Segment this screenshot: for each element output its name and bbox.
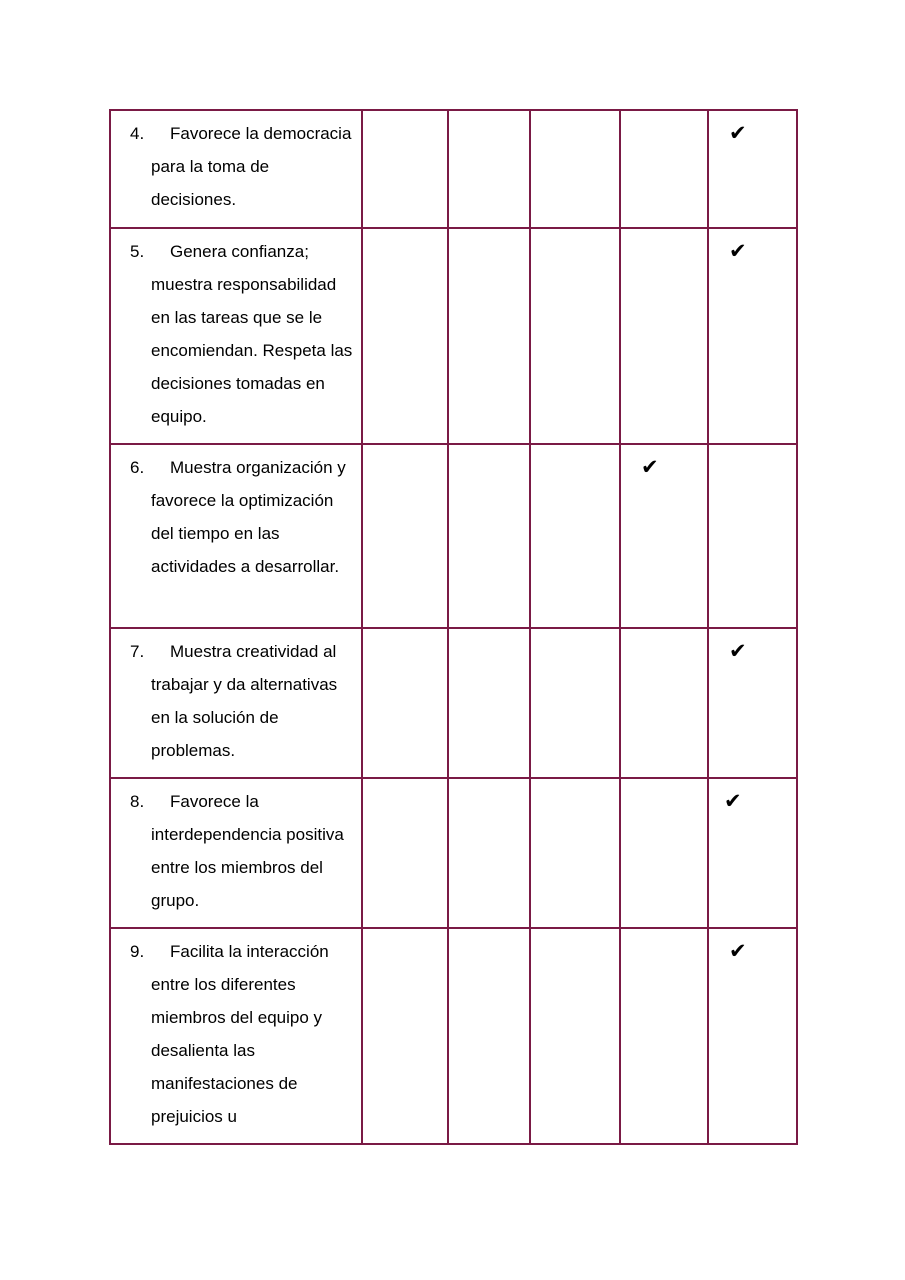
- rating-cell-1: [362, 110, 448, 228]
- check-mark-icon: ✔: [729, 639, 747, 663]
- criterion-number: 7.: [130, 642, 145, 661]
- table-row: [110, 778, 797, 928]
- rating-cell-5: [708, 778, 797, 928]
- rating-cell-2: [448, 444, 530, 628]
- rating-cell-1: [362, 928, 448, 1144]
- rating-cell-4: [620, 628, 708, 778]
- criterion-text: Favorece la democracia para la toma de decisiones.: [151, 124, 352, 209]
- criterion-cell: [110, 778, 362, 928]
- rating-cell-4: [620, 110, 708, 228]
- rating-cell-4: [620, 928, 708, 1144]
- rating-cell-5: [708, 110, 797, 228]
- table-row: [110, 110, 797, 228]
- criterion-text: Muestra creatividad al trabajar y da alternativas en la solución de problemas.: [151, 642, 338, 760]
- rubric-table: [109, 109, 798, 1145]
- check-mark-icon: ✔: [729, 239, 747, 263]
- rating-cell-2: [448, 628, 530, 778]
- rating-cell-1: [362, 444, 448, 628]
- criterion-text: Facilita la interacción entre los diferentes miembros del equipo y desalienta las manifestaciones de prejuicios u: [151, 942, 329, 1126]
- check-mark-icon: ✔: [729, 939, 747, 963]
- criterion-cell: [110, 628, 362, 778]
- rating-cell-2: [448, 928, 530, 1144]
- criterion-number: 9.: [130, 942, 145, 961]
- criterion-cell: [110, 228, 362, 444]
- rating-cell-4: [620, 778, 708, 928]
- criterion-cell: [110, 110, 362, 228]
- criterion-number: 8.: [130, 792, 145, 811]
- rating-cell-1: [362, 228, 448, 444]
- rating-cell-2: [448, 778, 530, 928]
- rating-cell-1: [362, 628, 448, 778]
- rating-cell-2: [448, 110, 530, 228]
- table-row: [110, 228, 797, 444]
- rating-cell-3: [530, 928, 620, 1144]
- rating-cell-5: [708, 444, 797, 628]
- table-row: [110, 628, 797, 778]
- rating-cell-5: [708, 928, 797, 1144]
- rating-cell-2: [448, 228, 530, 444]
- rating-cell-4: [620, 444, 708, 628]
- check-mark-icon: ✔: [641, 455, 659, 479]
- rating-cell-4: [620, 228, 708, 444]
- criterion-text: Favorece la interdependencia positiva entre los miembros del grupo.: [151, 792, 344, 910]
- table-row: [110, 928, 797, 1144]
- rating-cell-3: [530, 778, 620, 928]
- rating-cell-3: [530, 444, 620, 628]
- rating-cell-5: [708, 228, 797, 444]
- criterion-cell: [110, 444, 362, 628]
- criterion-text: Muestra organización y favorece la optimización del tiempo en las actividades a desarrollar.: [151, 458, 346, 576]
- check-mark-icon: ✔: [724, 789, 742, 813]
- rating-cell-3: [530, 110, 620, 228]
- rating-cell-3: [530, 628, 620, 778]
- table-row: [110, 444, 797, 628]
- criterion-text: Genera confianza; muestra responsabilidad en las tareas que se le encomiendan. Respeta las decisiones tomadas en equipo.: [151, 242, 353, 426]
- check-mark-icon: ✔: [729, 121, 747, 145]
- rating-cell-3: [530, 228, 620, 444]
- rating-cell-1: [362, 778, 448, 928]
- criterion-number: 6.: [130, 458, 145, 477]
- rating-cell-5: [708, 628, 797, 778]
- criterion-cell: [110, 928, 362, 1144]
- criterion-number: 4.: [130, 124, 145, 143]
- criterion-number: 5.: [130, 242, 145, 261]
